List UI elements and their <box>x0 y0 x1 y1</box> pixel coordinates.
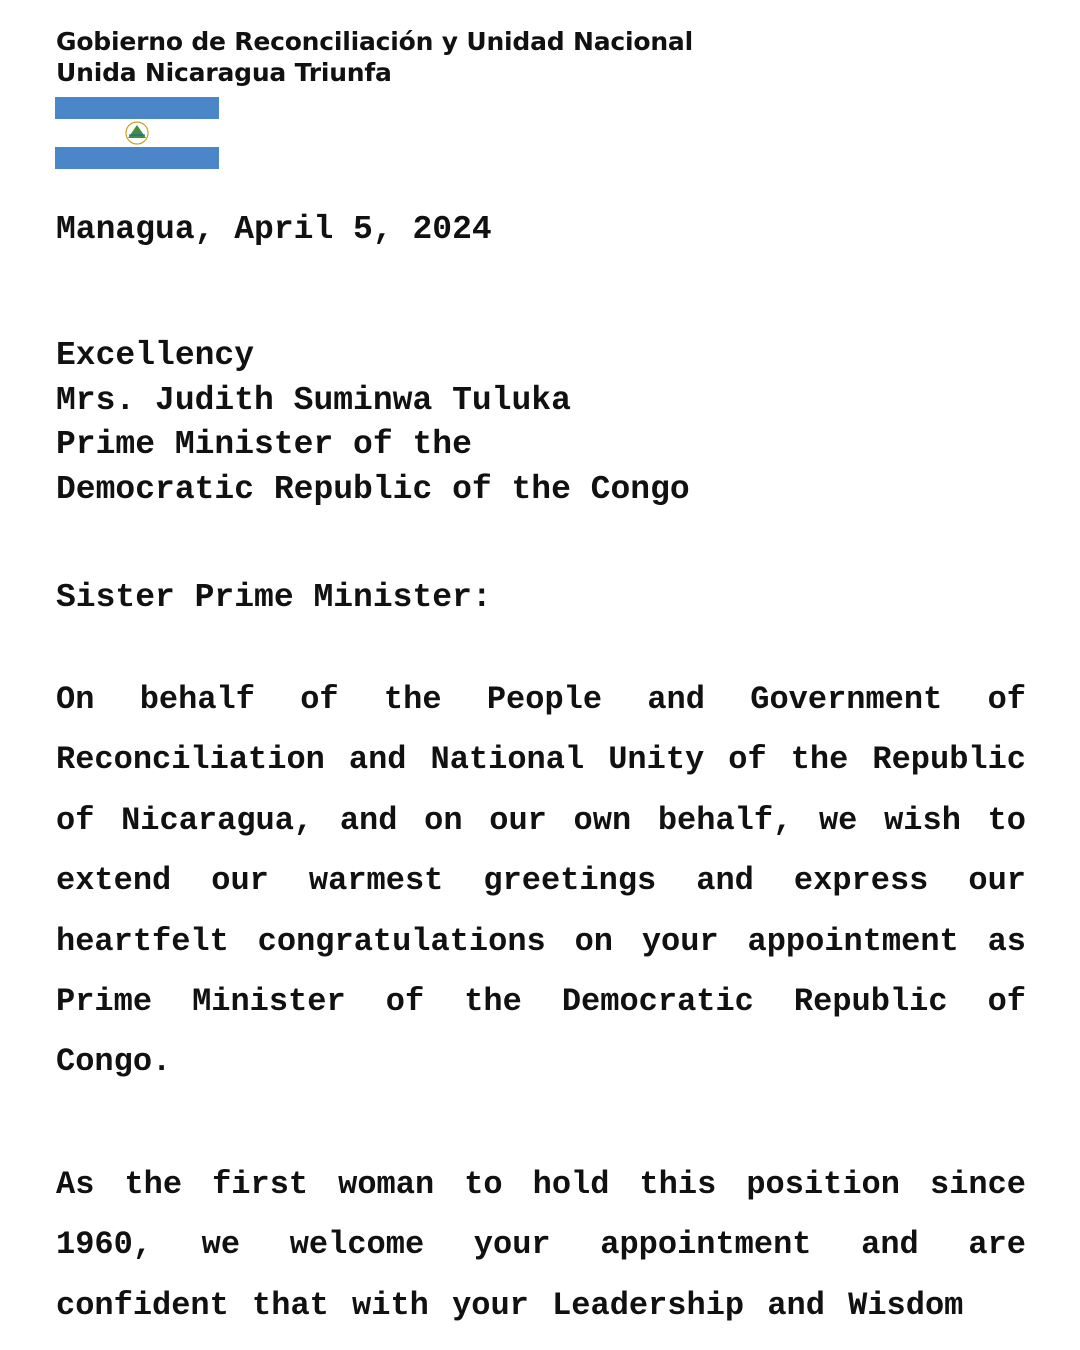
recipient-title: Prime Minister of the <box>56 426 472 464</box>
recipient-honorific: Excellency <box>56 337 255 374</box>
nicaragua-flag-icon <box>55 97 219 169</box>
recipient-name: Mrs. Judith Suminwa Tuluka <box>56 381 571 419</box>
salutation: Sister Prime Minister: <box>56 579 492 616</box>
recipient-address <box>56 334 690 513</box>
body-paragraph-1: On behalf of the People and Government of Reconciliation and National Unity of the Republic of Nicaragua, and on our own behalf, we wish to extend our warmest greetings and express our heartfelt congratulations on your appointment as Prime Minister of the Democratic Republic of Congo. <box>56 681 1026 1081</box>
letter-date: Managua, April 5, 2024 <box>56 211 492 248</box>
letterhead <box>56 26 693 88</box>
letterhead-government-name: Gobierno de Reconciliación y Unidad Nacional <box>56 27 693 56</box>
body-paragraph-2: As the first woman to hold this position since 1960, we welcome your appointment and are confident that with your Leadership and Wisdom <box>56 1166 1026 1324</box>
recipient-country: Democratic Republic of the Congo <box>56 471 690 509</box>
letterhead-slogan: Unida Nicaragua Triunfa <box>56 58 392 87</box>
